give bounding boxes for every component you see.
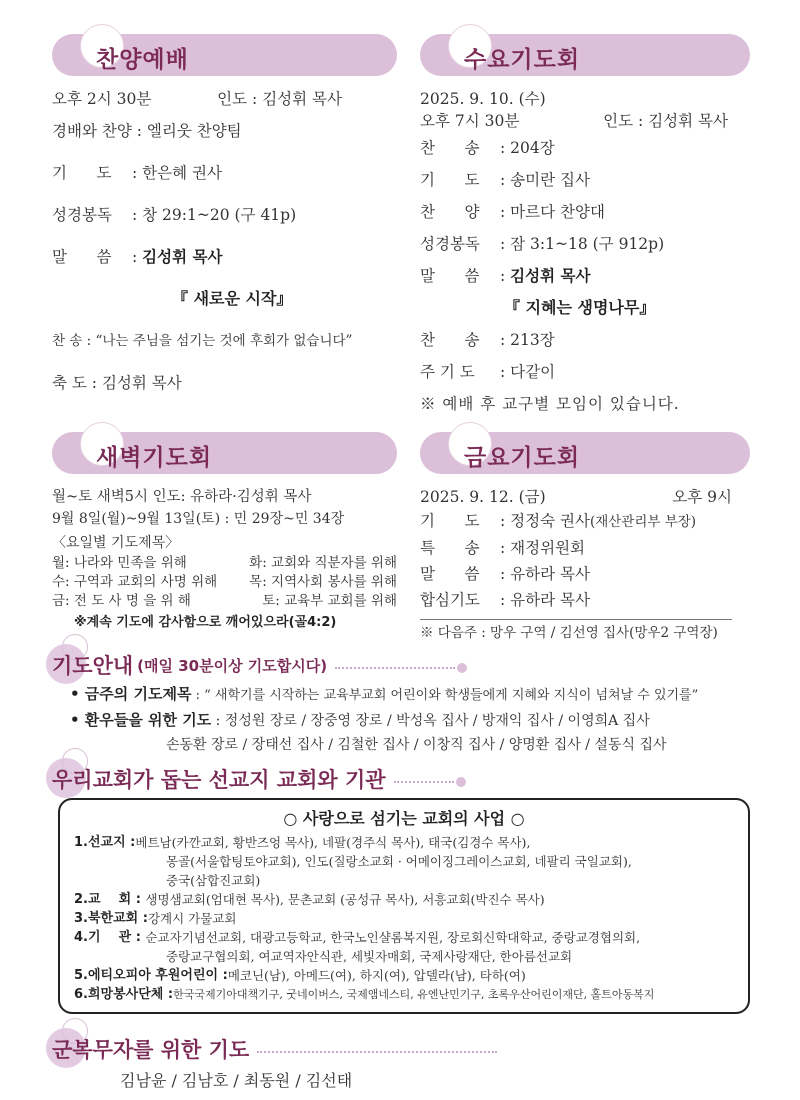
sermon-speaker: 김성휘 목사 — [510, 267, 591, 285]
sermon-label: 말 씀 — [420, 267, 480, 285]
sermon-row — [420, 561, 750, 587]
special-row — [420, 535, 750, 561]
dawn-prayer-header — [52, 432, 397, 474]
item-key: • 환우들을 위한 기도 — [70, 711, 212, 729]
list-item-continuation: 손동환 장로 / 장태선 집사 / 김철한 집사 / 이창직 집사 / 양명환 집사 / 설동식 집사 — [166, 737, 667, 753]
mission-row — [74, 985, 734, 1004]
sermon-label: 말 씀 — [52, 248, 112, 266]
veterans-prayer-heading — [52, 1034, 497, 1064]
special-label: 특 송 — [420, 539, 480, 557]
section-title: 찬양예배 — [96, 47, 189, 73]
topic: 금: 전 도 사 명 을 위 해 — [52, 593, 191, 609]
verse: ※계속 기도에 감사함으로 깨어있으라(골4:2) — [74, 615, 337, 630]
prayer-label: 기 도 — [420, 171, 480, 189]
friday-prayer-header — [420, 432, 750, 474]
lords-prayer-value: : 다같이 — [500, 363, 556, 381]
hymn-value: : 204장 — [500, 139, 555, 157]
sermon-speaker: 김성휘 목사 — [142, 248, 223, 266]
row-value: 순교자기념선교회, 대광고등학교, 한국노인샬롬복지원, 장로회신학대학교, 중랑교경협의회, — [145, 930, 641, 945]
row-value-continuation: 몽골(서울합팅토야교회), 인도(질랑소교회 · 어메이징그레이스교회, 네팔리 국일교회), — [166, 854, 632, 869]
service-leader: 인도 : 김성휘 목사 — [603, 112, 728, 130]
schedule: 월~토 새벽5시 인도: 유하라·김성휘 목사 — [52, 489, 312, 505]
scripture-label: 성경봉독 — [52, 206, 112, 224]
praise-service-section — [52, 34, 397, 404]
reading-range: 9월 8일(월)~9월 13일(토) : 민 29장~민 34장 — [52, 511, 345, 527]
dawn-prayer-section — [52, 432, 397, 635]
choir-value: : 마르다 찬양대 — [500, 203, 605, 221]
date: 2025. 9. 10. (수) — [420, 90, 546, 108]
prayer-row — [420, 164, 750, 196]
benediction-row: 축 도 : 김성휘 목사 — [52, 374, 182, 392]
row-key: 3.북한교회 : — [74, 911, 148, 926]
sermon-row: 말 씀 : 김성휘 목사 — [52, 236, 397, 278]
row-key: 6.희망봉사단체 : — [74, 987, 174, 1002]
section-title: 금요기도회 — [464, 445, 581, 471]
hymn1-row — [420, 132, 750, 164]
next-week-notice: ※ 다음주 : 망우 구역 / 김선영 집사(망우2 구역장) — [420, 619, 732, 644]
missions-box — [58, 798, 750, 1014]
row-key: 1.선교지 : — [74, 835, 136, 850]
heading-title: 군복무자를 위한 기도 — [52, 1038, 250, 1062]
topic-row — [52, 554, 397, 573]
section-title: 수요기도회 — [464, 47, 581, 73]
prayer-row — [420, 508, 750, 535]
prayer-guide-list — [70, 682, 790, 757]
list-item — [70, 682, 790, 708]
lords-prayer-row — [420, 356, 750, 388]
praise-service-header — [52, 34, 397, 76]
date: 2025. 9. 12. (금) — [420, 488, 546, 506]
mission-row — [74, 928, 734, 947]
choir-label: 찬 양 — [420, 203, 480, 221]
sermon-title: 『 새로운 시작』 — [172, 289, 293, 308]
service-time: 오후 2시 30분 — [52, 90, 152, 108]
hymn-label: 찬 송 — [420, 139, 480, 157]
prayer-value: : 정정숙 권사 — [500, 512, 590, 530]
missions-heading — [52, 764, 466, 794]
scripture-row — [420, 228, 750, 260]
heading-title: 우리교회가 돕는 선교지 교회와 기관 — [52, 768, 386, 792]
time-leader-row — [420, 110, 728, 132]
veterans-names: 김남윤 / 김남호 / 최동원 / 김선태 — [120, 1071, 353, 1090]
row-value: 베트남(카깐교회, 황반즈엉 목사), 네팔(경주식 목사), 태국(김경수 목사), — [135, 835, 531, 850]
row-key: 4.기 관 : — [74, 930, 146, 945]
friday-prayer-section — [420, 432, 750, 644]
item-key: • 금주의 기도제목 — [70, 685, 192, 703]
prayer-label: 기 도 — [420, 512, 480, 530]
time-leader-row — [52, 88, 342, 110]
sermon-row: 말 씀 : 김성휘 목사 — [420, 260, 750, 292]
scripture-value: : 잠 3:1~18 (구 912p) — [500, 235, 665, 253]
box-title: ○ 사랑으로 섬기는 교회의 사업 ○ — [283, 809, 525, 828]
scripture-label: 성경봉독 — [420, 235, 480, 253]
hymn2-row — [420, 324, 750, 356]
prayer-row — [52, 152, 397, 194]
date-time-row — [420, 486, 732, 508]
prayer-guide-heading — [52, 650, 467, 680]
prayer-value: : 한은혜 권사 — [132, 164, 222, 182]
row-value: 메코닌(남), 아메드(여), 하지(여), 압델라(남), 타하(여) — [227, 968, 526, 983]
dot-decoration — [456, 777, 466, 787]
mission-row — [74, 833, 734, 852]
prayer-value: : 송미란 집사 — [500, 171, 590, 189]
row-value: 생명샘교회(엄대현 목사), 문촌교회 (공성규 목사), 서흥교회(박진수 목사) — [145, 892, 545, 907]
topics-heading: 〈요일별 기도제목〉 — [52, 535, 180, 551]
topic: 화: 교회와 직분자를 위해 — [249, 555, 397, 571]
wednesday-prayer-header — [420, 34, 750, 76]
lords-prayer-label: 주 기 도 — [420, 363, 475, 381]
dotted-line — [394, 781, 454, 783]
hymn-value: : 213장 — [500, 331, 555, 349]
heading-title: 기도안내 — [52, 654, 134, 678]
heading-subtitle: (매일 30분이상 기도합시다) — [137, 656, 328, 675]
item-value: : “ 새학기를 시작하는 교육부교회 어린이와 학생들에게 지혜와 지식이 넘쳐날 수 있기를” — [191, 688, 699, 703]
wednesday-prayer-section — [420, 34, 750, 420]
row-value-continuation: 중랑교구협의회, 여교역자안식관, 세빛자매회, 국제사랑재단, 한아름선교회 — [166, 949, 573, 964]
unison-prayer-row — [420, 587, 750, 613]
unison-value: : 유하라 목사 — [500, 591, 590, 609]
dot-decoration — [457, 663, 467, 673]
hymn-row: 찬 송 : “나는 주님을 섬기는 것에 후회가 없습니다” — [52, 333, 353, 349]
row-key: 5.에티오피아 후원어린이 : — [74, 968, 228, 983]
mission-row — [74, 966, 734, 985]
special-value: : 재정위원회 — [500, 539, 586, 557]
scripture-value: : 창 29:1~20 (구 41p) — [132, 206, 297, 224]
service-time: 오후 7시 30분 — [420, 112, 520, 130]
topic-row — [52, 573, 397, 592]
row-key: 2.교 회 : — [74, 892, 146, 907]
row-value-continuation: 중국(삼합진교회) — [166, 873, 261, 888]
worship-row: 경배와 찬양 : 엘리웃 찬양팀 — [52, 122, 242, 140]
choir-row — [420, 196, 750, 228]
topic: 수: 구역과 교회의 사명 위해 — [52, 574, 218, 590]
hymn-label: 찬 송 — [420, 331, 480, 349]
prayer-label: 기 도 — [52, 164, 112, 182]
scripture-row — [52, 194, 397, 236]
row-value: 한국국제기아대책기구, 굿네이버스, 국제앰네스티, 유엔난민기구, 초록우산어린이재단, 홀트아동복지 — [173, 988, 655, 1001]
topic: 월: 나라와 민족을 위해 — [52, 555, 187, 571]
notice: ※ 예배 후 교구별 모임이 있습니다. — [420, 395, 680, 413]
time: 오후 9시 — [672, 488, 732, 506]
prayer-note: (재산관리부 부장) — [589, 514, 697, 530]
sermon-label: 말 씀 — [420, 565, 480, 583]
dotted-line — [257, 1051, 497, 1053]
item-value: : 정성원 장로 / 장중영 장로 / 박성옥 집사 / 방재익 집사 / 이영희A 집사 — [211, 713, 650, 729]
sermon-title: 『 지혜는 생명나무』 — [504, 298, 656, 317]
topic: 토: 교육부 교회를 위해 — [262, 593, 397, 609]
service-leader: 인도 : 김성휘 목사 — [217, 90, 342, 108]
row-value: 강계시 가물교회 — [147, 911, 237, 926]
mission-row — [74, 909, 734, 928]
mission-row — [74, 890, 734, 909]
dotted-line — [335, 667, 455, 669]
topic-row — [52, 592, 397, 611]
topic: 목: 지역사회 봉사를 위해 — [249, 574, 397, 590]
section-title: 새벽기도회 — [96, 445, 213, 471]
sermon-value: : 유하라 목사 — [500, 565, 590, 583]
list-item — [70, 708, 790, 733]
unison-label: 합심기도 — [420, 591, 480, 609]
